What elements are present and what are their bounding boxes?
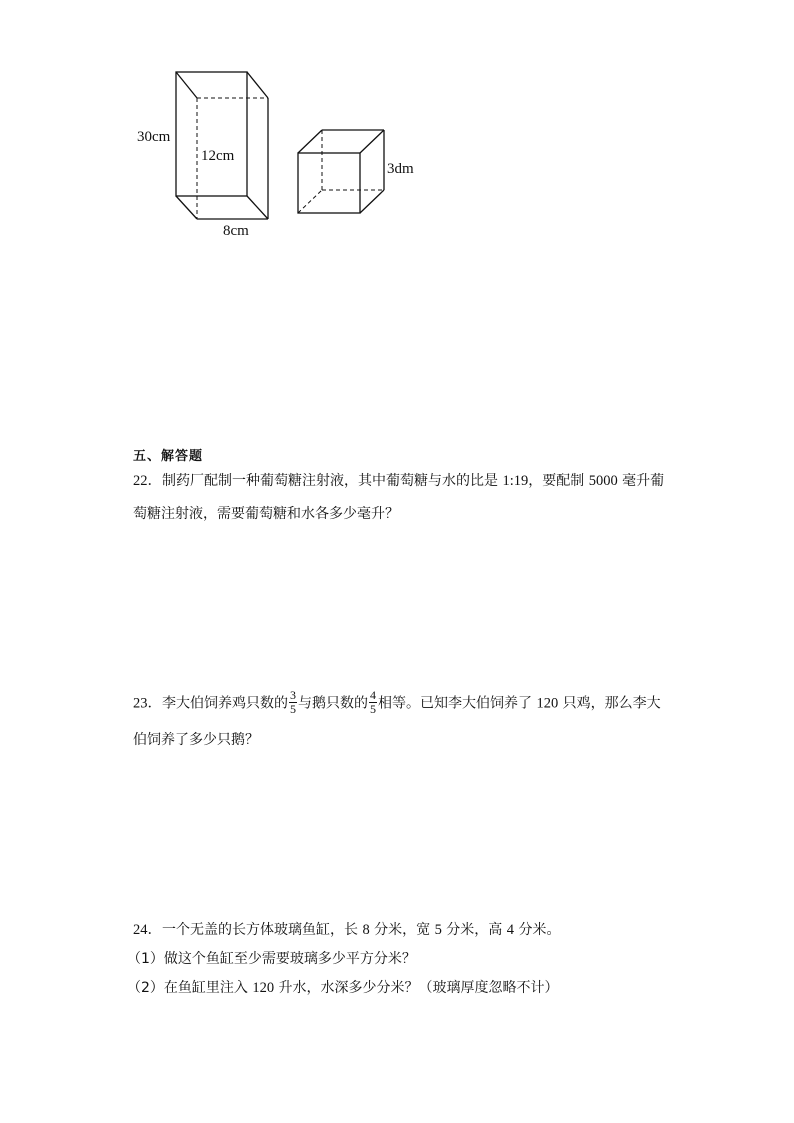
q23-line-2: 伯饲养了多少只鹅？ [133, 732, 259, 748]
q24-intro: 24．一个无盖的长方体玻璃鱼缸，长 8 分米，宽 5 分米，高 4 分米。 [133, 922, 561, 938]
rectangular-prism [176, 72, 268, 219]
prism-height-label: 30cm [137, 129, 171, 145]
q24-number: 24． [133, 922, 162, 938]
solid-figures [0, 0, 794, 250]
q22-amount: 5000 [588, 473, 618, 489]
q22-line-2: 萄糖注射液，需要葡萄糖和水各多少毫升？ [133, 506, 399, 522]
question-23 [133, 690, 673, 750]
q23-number: 23． [133, 695, 162, 712]
q22-number: 22． [133, 473, 162, 489]
q23-count: 120 [536, 695, 559, 712]
prism-front-face [176, 72, 247, 196]
q23-line-1: 23．李大伯饲养鸡只数的 $\frac{3}{5}$ 与鹅只数的 $\frac{4}{5}$ 相等。已知李大伯饲养了 120 只鸡，那么李大 [133, 688, 661, 716]
q23-fraction-2: $\frac{4}{5}$ [370, 688, 376, 716]
question-22 [133, 471, 673, 524]
prism-width-label: 8cm [223, 223, 249, 239]
q22-line-1: 22．制药厂配制一种葡萄糖注射液，其中葡萄糖与水的比是 1:19，要配制 5000 毫升葡 [133, 473, 665, 489]
q24-sub-2: （2）在鱼缸里注入 120 升水，水深多少分米？（玻璃厚度忽略不计） [127, 980, 559, 996]
cube-edge-label: 3dm [387, 161, 414, 177]
q24-sub-1: （1）做这个鱼缸至少需要玻璃多少平方分米？ [127, 951, 416, 967]
q23-fraction-1: $\frac{3}{5}$ [290, 688, 296, 716]
q22-ratio: 1:19 [502, 473, 529, 489]
question-24 [127, 920, 673, 998]
section-title: 五、解答题 [133, 449, 204, 464]
cube-front-face [298, 153, 360, 213]
prism-depth-label: 12cm [201, 148, 235, 164]
